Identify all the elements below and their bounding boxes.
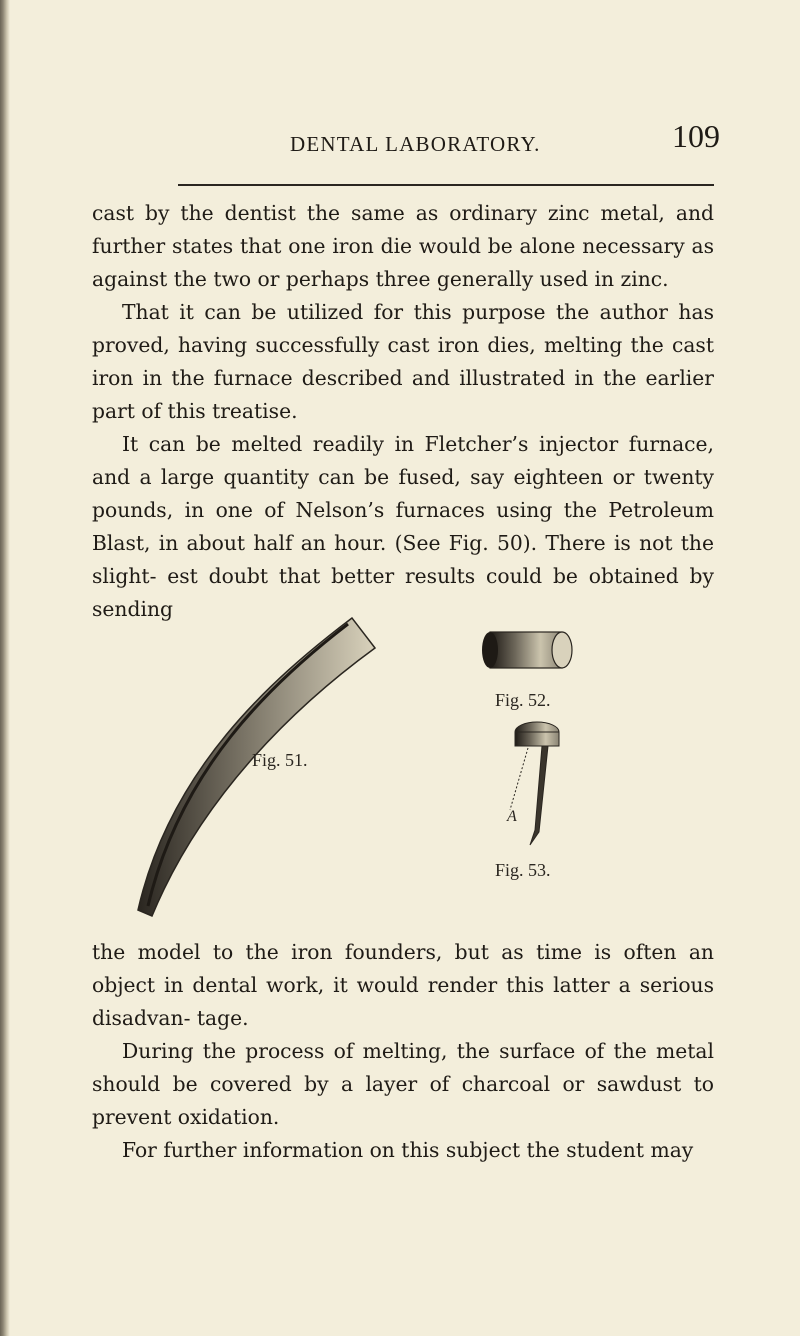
figures-illustration bbox=[90, 610, 730, 930]
page-edge bbox=[0, 0, 10, 1336]
paragraph-2: That it can be utilized for this purpose the author has proved, having successfully cast iron dies, melting the cast iron in the furnace described and illustrated in the earlier part of this treatise. bbox=[92, 300, 714, 424]
header-rule bbox=[178, 184, 714, 186]
fig53-marker: A bbox=[507, 808, 517, 825]
paragraph-6: For further information on this subject the student may bbox=[122, 1138, 694, 1162]
paragraph-4: the model to the iron founders, but as time is often an object in dental work, it would render this latter a serious disadvan- tage. bbox=[92, 940, 714, 1031]
fig51-label: Fig. 51. bbox=[252, 750, 308, 770]
running-head: DENTAL LABORATORY. bbox=[290, 132, 541, 156]
fig52-cylinder bbox=[482, 632, 572, 668]
fig53-pin bbox=[510, 722, 559, 845]
page-number: 109 bbox=[672, 118, 720, 154]
paragraph-1: cast by the dentist the same as ordinary zinc metal, and further states that one iron die would be alone necessary as against the two or perhaps three generally used in zinc. bbox=[92, 201, 714, 292]
paragraph-3: It can be melted readily in Fletcher’s injector furnace, and a large quantity can be fused, say eighteen or twenty pounds, in one of Nelson’s furnaces using the Petroleum Blast, in about half an hour. (See Fig. 50). There is not the slight- est doubt that better results could be obtained by sending bbox=[92, 432, 714, 622]
fig52-label: Fig. 52. bbox=[495, 690, 551, 710]
figure-group bbox=[90, 610, 730, 930]
fig53-label: Fig. 53. bbox=[495, 860, 551, 880]
page-header bbox=[0, 118, 800, 168]
paragraph-5: During the process of melting, the surface of the metal should be covered by a layer of charcoal or sawdust to prevent oxidation. bbox=[92, 1039, 714, 1130]
